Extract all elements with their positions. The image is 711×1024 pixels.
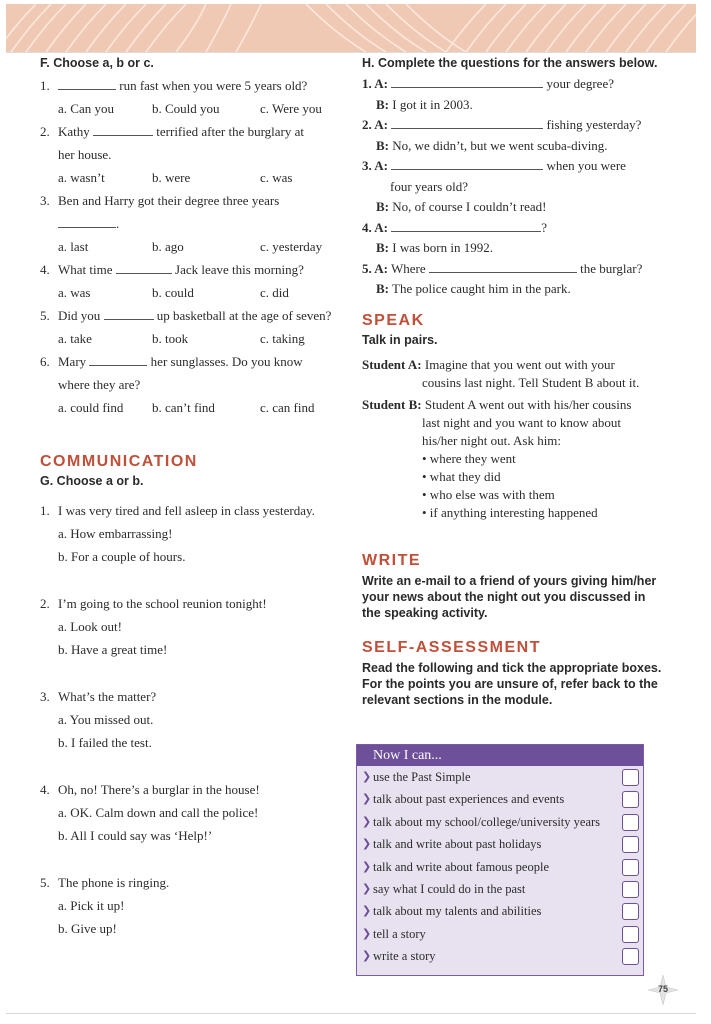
answer-blank[interactable] — [89, 353, 147, 366]
checklist-item: ❯ say what I could do in the past — [357, 878, 643, 900]
speak-sub: Talk in pairs. — [362, 332, 438, 347]
checklist-item: ❯ talk about my talents and abilities — [357, 900, 643, 922]
right-column — [362, 56, 662, 712]
self-assessment-heading: SELF-ASSESSMENT — [362, 638, 541, 656]
answer-blank[interactable] — [391, 75, 543, 88]
chevron-right-icon: ❯ — [362, 949, 372, 963]
chevron-right-icon: ❯ — [362, 859, 372, 873]
h-q3-b: B: No, of course I couldn’t read! — [376, 199, 547, 214]
checklist-item: ❯ talk and write about past holidays — [357, 833, 643, 855]
write-instructions: Write an e-mail to a friend of yours giving him/her your news about the night out you discussed in the speaking activity. — [362, 573, 657, 620]
tick-box[interactable] — [622, 948, 639, 965]
h-q5-b: B: The police caught him in the park. — [376, 281, 571, 296]
chevron-right-icon: ❯ — [362, 926, 372, 940]
h-q3-a-line2: four years old? — [390, 178, 468, 194]
top-divider — [6, 52, 696, 53]
h-q4-b: B: I was born in 1992. — [376, 240, 493, 255]
now-i-can-title: Now I can... — [357, 745, 643, 766]
checklist-item: ❯ write a story — [357, 945, 643, 967]
question-f5: 5. Did you up basketball at the age of seven? — [40, 308, 332, 323]
exercise-h-title: H. Complete the questions for the answers below. — [362, 56, 658, 70]
checklist-item: ❯ talk about my school/college/university years — [357, 811, 643, 833]
communication-heading: COMMUNICATION — [40, 453, 198, 470]
question-f6-line2: where they are? — [58, 377, 141, 392]
h-q4-a: 4. A: ? — [362, 219, 548, 235]
h-q5-a: 5. A: Where the burglar? — [362, 260, 643, 276]
question-f2-line2: her house. — [58, 147, 112, 162]
question-f3: 3. Ben and Harry got their degree three years — [40, 193, 280, 208]
chevron-right-icon: ❯ — [362, 837, 372, 851]
self-assessment-instructions: Read the following and tick the appropriate boxes. For the points you are unsure of, refer back to the relevant sections in the module. — [362, 660, 662, 707]
h-q1-b: B: I got it in 2003. — [376, 96, 473, 112]
g-item-5: 5. The phone is ringing. a. Pick it up! b. Give up! — [40, 875, 170, 936]
checklist-item: ❯ tell a story — [357, 923, 643, 945]
left-column — [40, 56, 340, 940]
write-heading: WRITE — [362, 551, 422, 569]
h-q2-b: B: No, we didn’t, but we went scuba-diving. — [376, 137, 608, 153]
speak-bullets — [362, 450, 662, 522]
answer-blank[interactable] — [58, 215, 116, 228]
options-f3: a. last b. ago c. yesterday — [58, 239, 323, 254]
page-number: 75 — [648, 975, 678, 1005]
bullet-item: • where they went — [422, 450, 516, 466]
g-item-1: 1. I was very tired and fell asleep in class yesterday. a. How embarrassing! b. For a couple of hours. — [40, 503, 315, 564]
question-f4: 4. What time Jack leave this morning? — [40, 262, 304, 277]
tick-box[interactable] — [622, 814, 639, 831]
checklist-item: ❯ use the Past Simple — [357, 766, 643, 788]
tick-box[interactable] — [622, 791, 639, 808]
options-f4: a. was b. could c. did — [58, 285, 289, 300]
g-item-3: 3. What’s the matter? a. You missed out. b. I failed the test. — [40, 689, 157, 750]
bullet-item: • what they did — [422, 468, 501, 484]
chevron-right-icon: ❯ — [362, 792, 372, 806]
question-f1: 1. run fast when you were 5 years old? — [40, 78, 308, 93]
h-q2-a: 2. A: fishing yesterday? — [362, 117, 642, 132]
h-q3-a: 3. A: when you were — [362, 158, 626, 173]
bullet-item: • who else was with them — [422, 486, 555, 502]
tick-box[interactable] — [622, 836, 639, 853]
student-a: Student A: Imagine that you went out with your cousins last night. Tell Student B about it. — [362, 356, 640, 390]
g-item-4: 4. Oh, no! There’s a burglar in the house! a. OK. Calm down and call the police! b. All I could say was ‘Help!’ — [40, 782, 260, 843]
question-f3-line2: . — [40, 212, 340, 235]
answer-blank[interactable] — [104, 307, 154, 320]
checklist-item: ❯ talk about past experiences and events — [357, 788, 643, 810]
answer-blank[interactable] — [58, 77, 116, 90]
answer-blank[interactable] — [391, 116, 543, 129]
answer-blank[interactable] — [116, 261, 172, 274]
g-item-2: 2. I’m going to the school reunion tonight! a. Look out! b. Have a great time! — [40, 596, 267, 657]
tick-box[interactable] — [622, 859, 639, 876]
checklist-item: ❯ talk and write about famous people — [357, 856, 643, 878]
bottom-divider — [6, 1013, 696, 1014]
now-i-can-box — [356, 744, 644, 976]
options-f1: a. Can you b. Could you c. Were you — [58, 101, 322, 116]
tick-box[interactable] — [622, 926, 639, 943]
tick-box[interactable] — [622, 881, 639, 898]
answer-blank[interactable] — [93, 123, 153, 136]
answer-blank[interactable] — [391, 157, 543, 170]
options-f2: a. wasn’t b. were c. was — [58, 170, 293, 185]
answer-blank[interactable] — [391, 219, 541, 232]
chevron-right-icon: ❯ — [362, 770, 372, 783]
decorative-top-band — [6, 4, 696, 52]
options-f5: a. take b. took c. taking — [58, 331, 305, 346]
options-f6: a. could find b. can’t find c. can find — [58, 400, 315, 415]
question-f2: 2. Kathy terrified after the burglary at — [40, 124, 305, 139]
answer-blank[interactable] — [429, 260, 577, 273]
bullet-item: • if anything interesting happened — [422, 504, 598, 520]
tick-box[interactable] — [622, 769, 639, 786]
chevron-right-icon: ❯ — [362, 904, 372, 918]
chevron-right-icon: ❯ — [362, 881, 372, 895]
speak-heading: SPEAK — [362, 311, 425, 329]
h-q1-a: 1. A: your degree? — [362, 76, 614, 91]
exercise-g-title: G. Choose a or b. — [40, 474, 144, 488]
student-b: Student B: Student A went out with his/her cousins last night and you want to know about his/her night out. Ask him: — [362, 396, 632, 448]
exercise-f-title: F. Choose a, b or c. — [40, 56, 154, 70]
tick-box[interactable] — [622, 903, 639, 920]
chevron-right-icon: ❯ — [362, 814, 372, 828]
question-f6: 6. Mary her sunglasses. Do you know — [40, 354, 303, 369]
